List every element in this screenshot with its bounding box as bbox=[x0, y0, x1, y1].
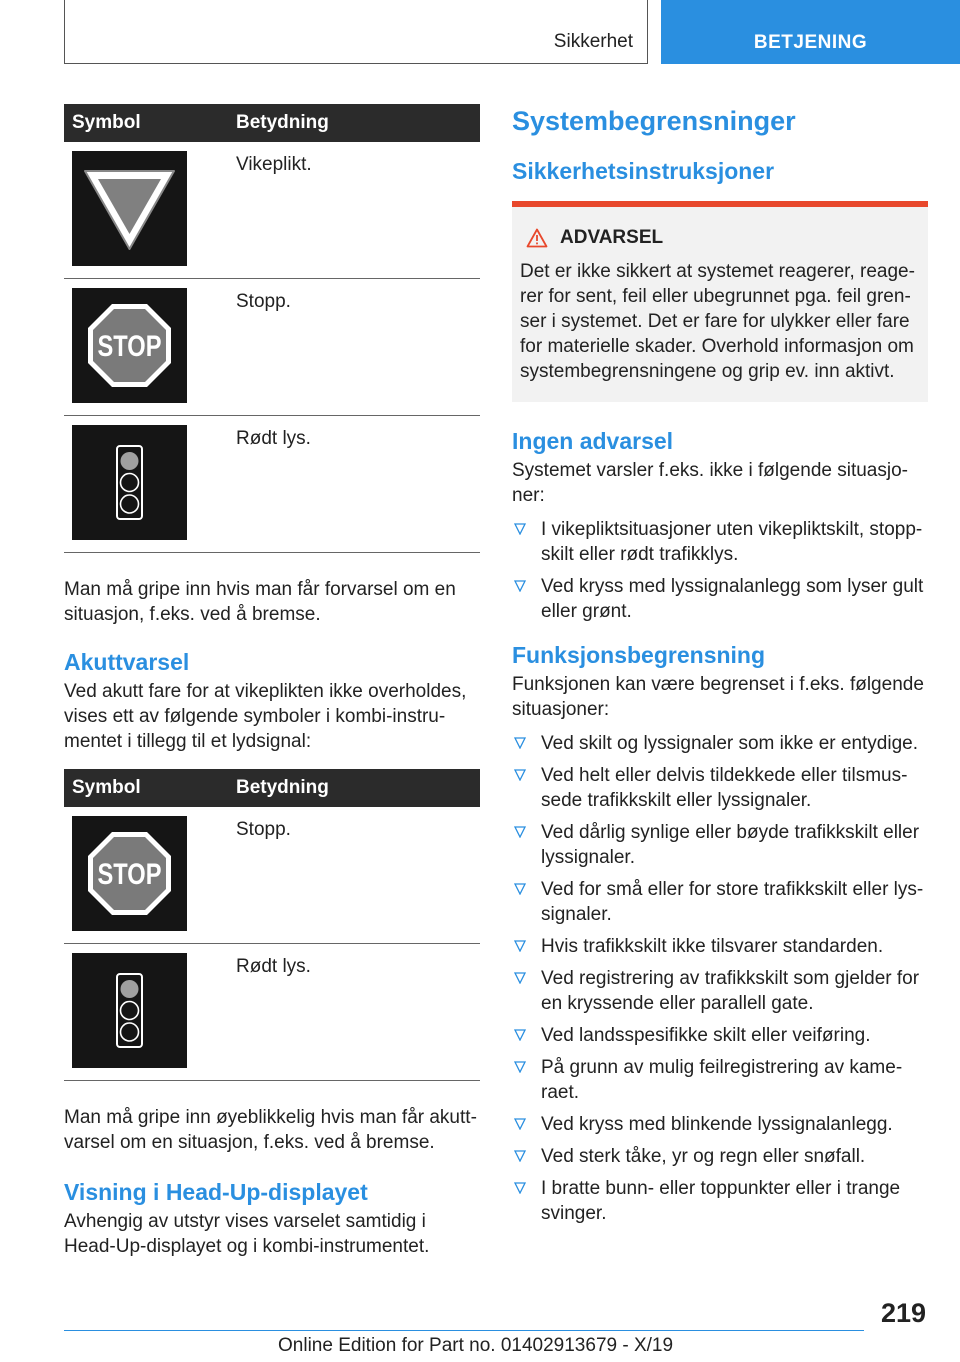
hud-text: Avhengig av utstyr vises varselet samtidig i Head-Up-displayet og i kombi-instrumentet. bbox=[64, 1211, 430, 1257]
akuttvarsel-text: Ved akutt fare for at vikeplikten ikke overholdes, vises ett av følgende symboler i kombi-instrumentet i tillegg til et lydsignal: bbox=[64, 681, 467, 752]
safety-heading: Sikkerhetsinstruksjoner bbox=[512, 158, 775, 184]
bullet-triangle-icon bbox=[514, 737, 526, 749]
left-column bbox=[64, 104, 480, 1259]
meaning-text: Rødt lys. bbox=[230, 416, 480, 553]
limits-text: Funksjonen kan være begrenset i f.eks. følgende situasjoner: bbox=[512, 674, 924, 720]
table-row bbox=[64, 142, 480, 279]
akuttvarsel-heading: Akuttvarsel bbox=[64, 649, 190, 675]
bullet-triangle-icon bbox=[514, 972, 526, 984]
list-item: I vikepliktsituasjoner uten vikepliktskilt, stoppskilt eller rødt trafikklys. bbox=[512, 517, 928, 567]
list-item: Hvis trafikkskilt ikke tilsvarer standarden. bbox=[512, 934, 928, 959]
limits-heading: Funksjonsbegrensning bbox=[512, 642, 766, 668]
bullet-triangle-icon bbox=[514, 769, 526, 781]
col-symbol-header: Symbol bbox=[64, 769, 230, 807]
symbol-table-1 bbox=[64, 104, 480, 553]
page-title: Systembegrensninger bbox=[512, 106, 796, 136]
table-row bbox=[64, 807, 480, 944]
table-row bbox=[64, 416, 480, 553]
limits-list bbox=[512, 731, 928, 1226]
symbol-table-2 bbox=[64, 769, 480, 1081]
header-chapter-box bbox=[661, 0, 960, 64]
header-section-box bbox=[64, 0, 648, 64]
list-item: Ved landsspesifikke skilt eller veiføring. bbox=[512, 1023, 928, 1048]
red-light-icon bbox=[72, 425, 187, 540]
bullet-triangle-icon bbox=[514, 883, 526, 895]
immediate-intervention-paragraph: Man må gripe inn øyeblikkelig hvis man får akuttvarsel om en situasjon, f.eks. ved å bremse. bbox=[64, 1107, 477, 1153]
bullet-triangle-icon bbox=[514, 580, 526, 592]
no-warning-list bbox=[512, 517, 928, 624]
col-symbol-header: Symbol bbox=[64, 104, 230, 142]
list-item: Ved skilt og lyssignaler som ikke er entydige. bbox=[512, 731, 928, 756]
table-header-row bbox=[64, 769, 480, 807]
list-item: Ved kryss med lyssignalanlegg som lyser gult eller grønt. bbox=[512, 574, 928, 624]
col-meaning-header: Betydning bbox=[230, 104, 480, 142]
svg-text:STOP: STOP bbox=[97, 858, 162, 891]
table-header-row bbox=[64, 104, 480, 142]
meaning-text: Rødt lys. bbox=[230, 944, 480, 1081]
list-item: I bratte bunn- eller toppunkter eller i trange svinger. bbox=[512, 1176, 928, 1226]
warning-text: Det er ikke sikkert at systemet reagerer, reagerer for sent, feil eller ubegrunnet pga. feil grenser i systemet. Det er fare for ulykker eller fare for materielle skader. Overhold informasjon om systembegrensningene og grip ev. inn aktivt. bbox=[520, 261, 915, 382]
stop-sign-icon bbox=[72, 816, 187, 931]
bullet-triangle-icon bbox=[514, 1150, 526, 1162]
bullet-triangle-icon bbox=[514, 1061, 526, 1073]
col-meaning-header: Betydning bbox=[230, 769, 480, 807]
list-item: Ved dårlig synlige eller bøyde trafikkskilt eller lyssignaler. bbox=[512, 820, 928, 870]
yield-sign-icon bbox=[72, 151, 187, 266]
intervention-paragraph: Man må gripe inn hvis man får forvarsel om en situasjon, f.eks. ved å bremse. bbox=[64, 579, 456, 625]
chapter-title: BETJENING bbox=[753, 32, 868, 53]
footer-divider bbox=[64, 1330, 864, 1331]
list-item: Ved registrering av trafikkskilt som gjelder for en kryssende eller parallell gate. bbox=[512, 966, 928, 1016]
page-number: 219 bbox=[880, 1298, 926, 1328]
edition-note: Online Edition for Part no. 01402913679 - X/19 bbox=[278, 1335, 674, 1356]
meaning-text: Vikeplikt. bbox=[230, 142, 480, 279]
bullet-triangle-icon bbox=[514, 1118, 526, 1130]
list-item: Ved sterk tåke, yr og regn eller snøfall. bbox=[512, 1144, 928, 1169]
bullet-triangle-icon bbox=[514, 826, 526, 838]
red-light-icon bbox=[72, 953, 187, 1068]
no-warning-heading: Ingen advarsel bbox=[512, 428, 674, 454]
meaning-text: Stopp. bbox=[230, 807, 480, 944]
warning-triangle-icon bbox=[526, 228, 548, 248]
table-row bbox=[64, 944, 480, 1081]
list-item: Ved kryss med blinkende lyssignalanlegg. bbox=[512, 1112, 928, 1137]
bullet-triangle-icon bbox=[514, 523, 526, 535]
list-item: Ved helt eller delvis tildekkede eller tilsmussede trafikkskilt eller lyssignaler. bbox=[512, 763, 928, 813]
warning-label: ADVARSEL bbox=[560, 227, 664, 248]
bullet-triangle-icon bbox=[514, 940, 526, 952]
meaning-text: Stopp. bbox=[230, 279, 480, 416]
hud-heading: Visning i Head-Up-displayet bbox=[64, 1179, 368, 1205]
list-item: På grunn av mulig feilregistrering av kameraet. bbox=[512, 1055, 928, 1105]
svg-text:STOP: STOP bbox=[97, 330, 162, 363]
warning-box bbox=[512, 201, 928, 402]
bullet-triangle-icon bbox=[514, 1182, 526, 1194]
list-item: Ved for små eller for store trafikkskilt eller lyssignaler. bbox=[512, 877, 928, 927]
no-warning-text: Systemet varsler f.eks. ikke i følgende situasjoner: bbox=[512, 460, 908, 506]
section-title: Sikkerhet bbox=[553, 31, 633, 52]
table-row bbox=[64, 279, 480, 416]
stop-sign-icon bbox=[72, 288, 187, 403]
right-column bbox=[512, 104, 928, 1233]
bullet-triangle-icon bbox=[514, 1029, 526, 1041]
